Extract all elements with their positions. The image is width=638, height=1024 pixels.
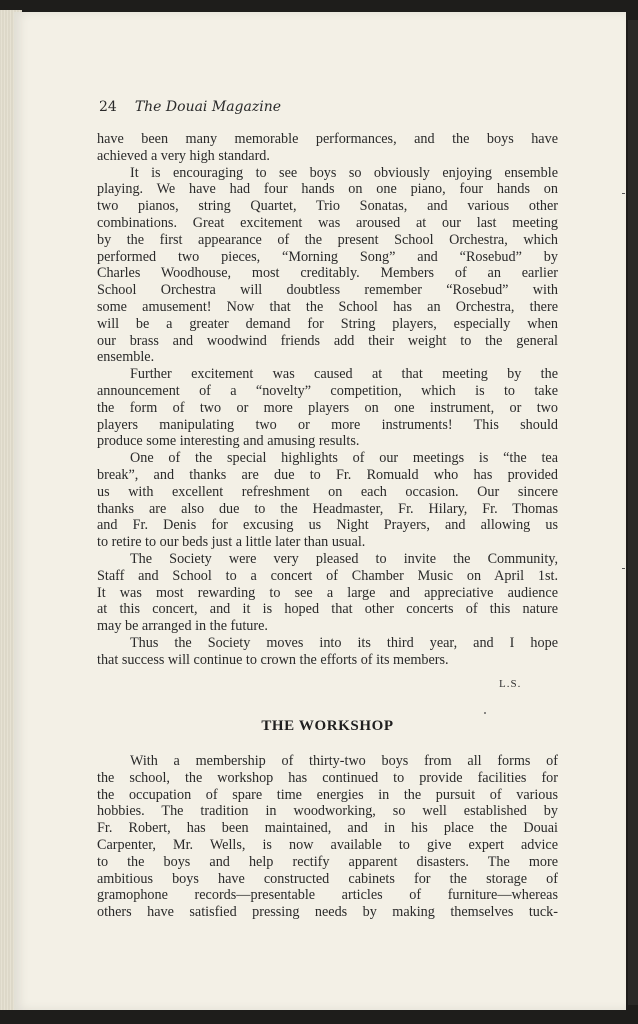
text-line: School Orchestra will doubtless remember “Rosebud” with (97, 282, 558, 299)
text-line: playing. We have had four hands on one piano, four hands on (97, 181, 558, 198)
text-line: It is encouraging to see boys so obviously enjoying ensemble (130, 164, 558, 181)
text-line: by the first appearance of the present School Orchestra, which (97, 231, 558, 248)
text-line: have been many memorable performances, and the boys have (97, 131, 558, 147)
text-line: others have satisfied pressing needs by making themselves tuck- (97, 904, 558, 921)
text-line: Thus the Society moves into its third year, and I hope (130, 634, 558, 651)
text-line: us with excellent refreshment on each occasion. Our sincere (97, 483, 558, 500)
text-line: performed two pieces, “Morning Song” and “Rosebud” by (97, 248, 558, 265)
article-body-workshop (97, 753, 558, 921)
text-line: combinations. Great excitement was aroused at our last meeting (97, 214, 558, 231)
text-line: to retire to our beds just a little later than usual. (97, 534, 366, 551)
text-line: at this concert, and it is hoped that other concerts of this nature (97, 601, 558, 618)
text-line: ensemble. (97, 349, 155, 366)
text-line: Staff and School to a concert of Chamber Music on April 1st. (97, 567, 558, 584)
text-line: With a membership of thirty-two boys from all forms of (130, 753, 558, 769)
text-line: two pianos, string Quartet, Trio Sonatas, and various other (97, 198, 558, 215)
text-line: The Society were very pleased to invite the Community, (130, 550, 558, 567)
text-line: produce some interesting and amusing results. (97, 433, 360, 450)
text-line: announcement of a “novelty” competition, which is to take (97, 382, 558, 399)
text-line: the school, the workshop has continued to provide facilities for (97, 769, 558, 786)
binding-shadow (628, 20, 638, 1005)
text-line: Charles Woodhouse, most creditably. Members of an earlier (97, 265, 558, 282)
print-speck (484, 712, 486, 714)
text-line: will be a greater demand for String players, especially when (97, 315, 558, 332)
text-line: gramophone records—presentable articles of furniture—whereas (97, 887, 558, 904)
running-title: The Douai Magazine (134, 99, 282, 115)
text-line: the form of two or more players on one instrument, or two (97, 399, 558, 416)
text-line: ambitious boys have constructed cabinets for the storage of (97, 870, 558, 887)
text-line: some amusement! Now that the School has an Orchestra, there (97, 298, 558, 315)
article-body-music-society (97, 131, 558, 669)
text-line: the occupation of spare time energies in the pursuit of various (97, 786, 558, 803)
text-line: may be arranged in the future. (97, 618, 268, 635)
author-signature: L.S. (499, 678, 522, 690)
margin-mark (622, 568, 625, 569)
margin-mark (622, 193, 625, 194)
running-header (99, 99, 281, 115)
text-line: hobbies. The tradition in woodworking, so well established by (97, 803, 558, 820)
text-line: players manipulating two or more instruments! This should (97, 416, 558, 433)
text-line: Carpenter, Mr. Wells, is now available to give expert advice (97, 836, 558, 853)
text-line: thanks are also due to the Headmaster, Fr. Hilary, Fr. Thomas (97, 500, 558, 517)
text-line: One of the special highlights of our meetings is “the tea (130, 450, 558, 467)
text-line: break”, and thanks are due to Fr. Romuald who has provided (97, 466, 558, 483)
text-line: to the boys and help rectify apparent disasters. The more (97, 853, 558, 870)
text-line: achieved a very high standard. (97, 147, 270, 164)
section-heading: THE WORKSHOP (261, 718, 394, 734)
text-line: our brass and woodwind friends add their weight to the general (97, 332, 558, 349)
text-line: Further excitement was caused at that meeting by the (130, 366, 558, 383)
text-line: and Fr. Denis for excusing us Night Prayers, and allowing us (97, 517, 558, 534)
page-number: 24 (99, 99, 117, 115)
text-line: It was most rewarding to see a large and appreciative audience (97, 584, 558, 601)
text-line: that success will continue to crown the efforts of its members. (97, 651, 449, 668)
text-line: Fr. Robert, has been maintained, and in his place the Douai (97, 820, 558, 837)
